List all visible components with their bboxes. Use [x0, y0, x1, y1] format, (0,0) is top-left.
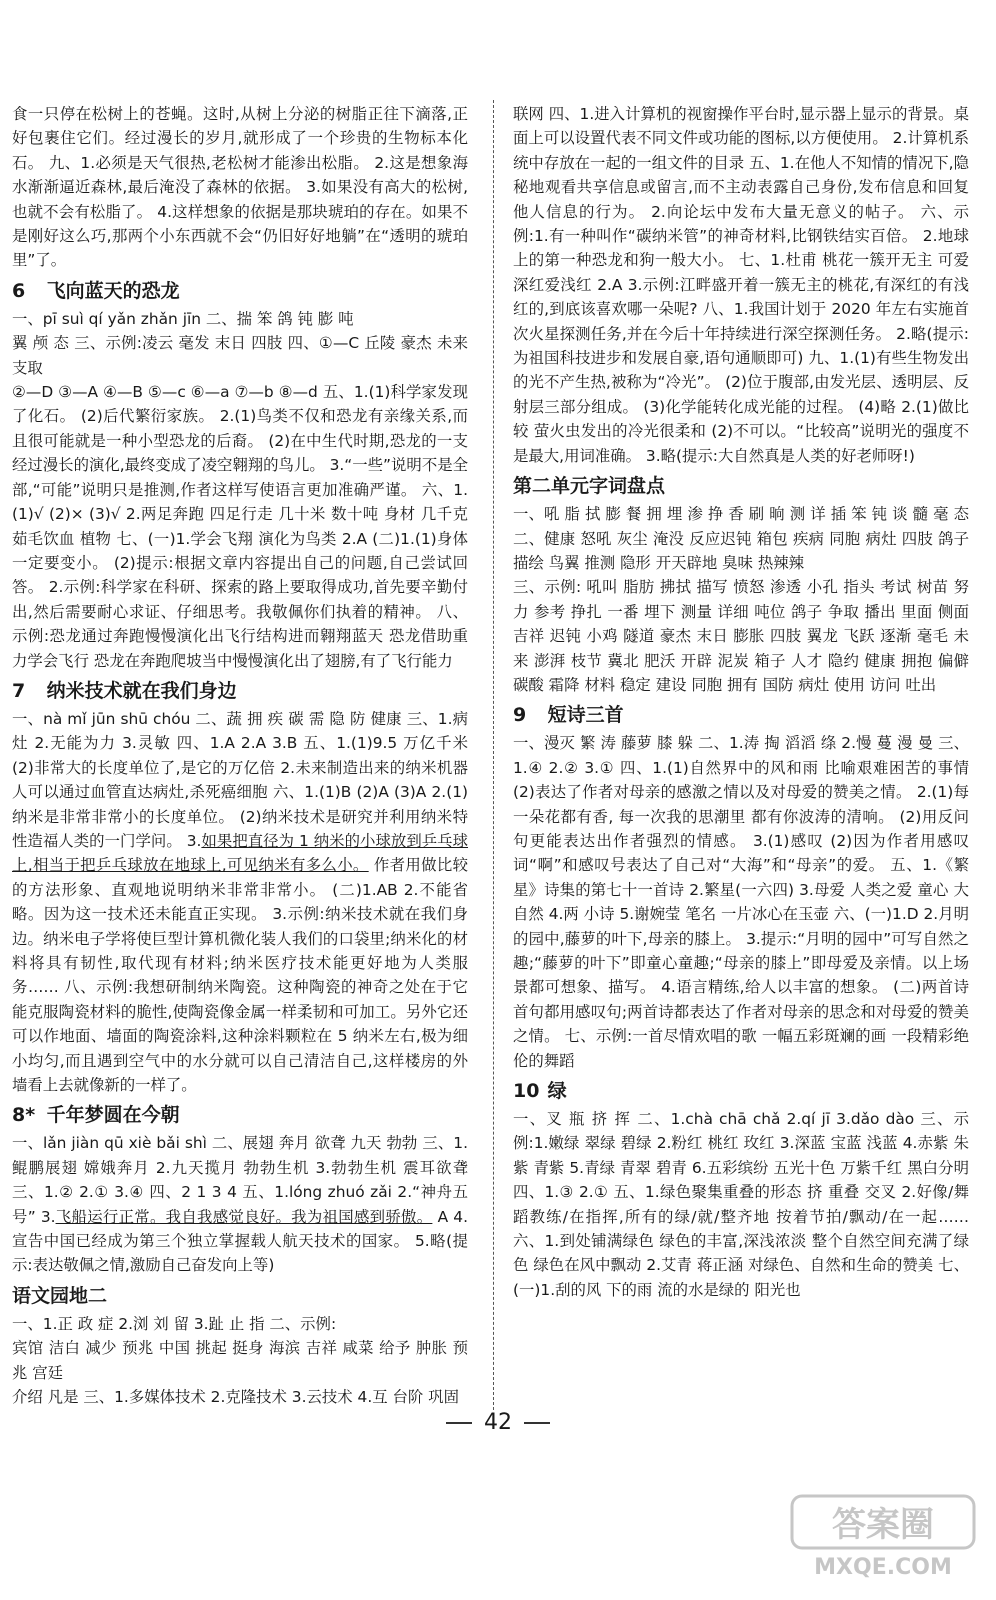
lesson-title: 绿 — [547, 1080, 567, 1103]
lesson-title: 纳米技术就在我们身边 — [46, 679, 237, 702]
lesson-heading — [513, 1076, 969, 1106]
lesson-number: 8* — [12, 1104, 36, 1127]
answer-paragraph: 三、示例: 吼叫 脂肪 拂拭 描写 愤怒 渗透 小孔 指头 考试 树苗 努力 参考 挣扎 一番 埋下 测量 详细 吨位 鸽子 争取 播出 里面 侧面 吉祥 迟钝 小鸡 隧道 豪杰 末日 膨胀 四肢 翼龙 飞跃 逐渐 毫毛 未来 澎湃 枝节 冀北 肥沃 开辟 泥炭 箱子 人才 隐约 健康 拥抱 偏僻 碳酸 霜降 材料 稳定 建设 同胞 拥有 国防 病灶 使用 访问 吐出 — [513, 578, 969, 694]
watermark-text: 答案圈 — [832, 1505, 934, 1545]
answer-line: 翼 颅 态 三、示例:凌云 毫发 末日 四肢 四、①—C 丘陵 豪杰 未来 支取 — [12, 334, 468, 377]
answer-line: 一、1.正 政 症 2.浏 刘 留 3.趾 止 指 二、示例: — [12, 1314, 337, 1333]
lesson-heading — [12, 676, 468, 706]
answer-paragraph — [12, 1131, 468, 1277]
lesson-title: 千年梦圆在今朝 — [46, 1104, 180, 1127]
left-column — [12, 102, 468, 1410]
column-divider — [493, 100, 494, 1410]
answer-line: 介绍 凡是 三、1.多媒体技术 2.克隆技术 3.云技术 4.互 台阶 巩固 — [12, 1388, 459, 1407]
section-heading — [513, 471, 969, 501]
section-title: 语文园地二 — [12, 1284, 108, 1307]
lesson-number: 9 — [513, 704, 527, 727]
answer-line: 一、pī suì qí yǎn zhǎn jīn 二、揣 笨 鸽 钝 膨 吨 — [12, 309, 354, 328]
lesson-number: 6 — [12, 279, 26, 302]
footer-dash — [446, 1422, 472, 1424]
answer-text: A 4.宣告中国已经成为第三个独立掌握载人航天技术的国家。 5.略(提示:表达敬佩之情,激励自己奋发向上等) — [12, 1207, 468, 1275]
lesson-heading — [12, 1100, 468, 1130]
underlined-answer: 飞船运行正常。我自我感觉良好。我为祖国感到骄傲。 — [55, 1207, 433, 1226]
lesson-heading — [12, 276, 468, 306]
lesson-title: 短诗三首 — [547, 704, 624, 727]
answer-paragraph: ②—D ③—A ④—B ⑤—c ⑥—a ⑦—b ⑧—d 五、1.(1)科学家发现了化石。 (2)后代繁衍家族。 2.(1)鸟类不仅和恐龙有亲缘关系,而且很可能就是一种小型恐龙的后裔。 (2)在中生代时期,恐龙的一支经过漫长的演化,最终变成了凌空翱翔的鸟儿。 3.“一些”说明不是全部,“可能”说明只是推测,作者这样写使语言更加准确严谨。 六、1.(1)√ (2)× (3)√ 2.两足奔跑 四足行走 几十米 数十吨 身材 几千克 茹毛饮血 植物 七、(一)1.学会飞翔 演化为鸟类 2.A (二)1.(1)身体一定要变小。 (2)提示:根据文章内容提出自己的问题,自己尝试回答。 2.示例:科学家在科研、探索的路上要取得成功,首先要辛勤付出,然后需要耐心求证、仔细思考。我敬佩你们执着的精神。 八、示例:恐龙通过奔跑慢慢演化出飞行结构进而翱翔蓝天 恐龙借助重力学会飞行 恐龙在奔跑爬坡当中慢慢演化出了翅膀,有了飞行能力 — [12, 383, 468, 670]
section-title: 第二单元字词盘点 — [513, 475, 666, 498]
answer-paragraph: 一、叉 瓶 挤 挥 二、1.chà chā chǎ 2.qí jī 3.dǎo dào 三、示例:1.嫩绿 翠绿 碧绿 2.粉红 桃红 玫红 3.深蓝 宝蓝 浅蓝 4.赤紫 朱紫 青紫 5.青绿 青翠 碧青 6.五彩缤纷 五光十色 万紫千红 黑白分明 四、1.③ 2.① 五、1.绿色聚集重叠的形态 挤 重叠 交叉 2.好像/舞蹈教练/在指挥,所有的绿/就/整齐地 按着节拍/飘动/在一起…… 六、1.到处铺满绿色 绿色的丰富,深浅浓淡 整个自然空间充满了绿色 绿色在风中飘动 2.艾青 蒋正涵 对绿色、自然和生命的赞美 七、(一)1.刮的风 下的雨 流的水是绿的 阳光也 — [513, 1110, 969, 1299]
answer-text: 一、nà mǐ jūn shū chóu 二、蔬 拥 疾 碳 需 隐 防 健康 三、1.病灶 2.无能为力 3.灵敏 四、1.A 2.A 3.B 五、1.(1)9.5 万亿千米 (2)非常大的长度单位了,是它的万亿倍 2.未来制造出来的纳米机器人可以通过血管直达病灶,杀死癌细胞 六、1.(1)B (2)A (3)A 2.(1)纳米是非常非常小的长度单位。 (2)纳米技术是研究并利用纳米特性造福人类的一门学问。 3. — [12, 709, 468, 850]
watermark-url: MXQE.COM — [814, 1555, 952, 1580]
page-footer — [0, 1408, 996, 1438]
answer-line: 宾馆 洁白 减少 预兆 中国 挑起 挺身 海滨 吉祥 咸菜 给予 肿胀 预兆 宫廷 — [12, 1339, 468, 1382]
answer-paragraph — [12, 707, 468, 1098]
underlined-answer: 如果把直径为 1 纳米的小球放到乒乓球上,相当于把乒乓球放在地球上,可见纳米有多么小。 — [12, 831, 469, 875]
answer-text: 作者用做比较的方法形象、直观地说明纳米非常非常小。 (二)1.AB 2.不能省略。因为这一技术还未能直正实现。 3.示例:纳米技术就在我们身边。纳米电子学将使巨型计算机微化装人我们的口袋里;纳米化的材料将具有韧性,取代现有材料;纳米医疗技术能更好地为人类服务…… 八、示例:我想研制纳米陶瓷。这种陶瓷的神奇之处在于它能克服陶瓷材料的脆性,使陶瓷像金属一样柔韧和可加工。另外它还可以作地面、墙面的陶瓷涂料,这种涂料颗粒在 5 纳米左右,极为细小均匀,而且遇到空气中的水分就可以自己清洁自己,这样楼房的外墙看上去就像新的一样了。 — [12, 856, 468, 1095]
answer-text: 一、lǎn jiàn qū xiè bǎi shì 二、展翅 奔月 欲聋 九天 勃勃 三、1.鲲鹏展翅 嫦娥奔月 2.九天揽月 勃勃生机 3.勃勃生机 震耳欲聋 三、1.② 2.① 3.④ 四、2 1 3 4 五、1.lóng zhuó zǎi 2.“神舟五号” 3. — [12, 1134, 468, 1226]
lesson-number: 7 — [12, 679, 26, 702]
answer-paragraph: 一、漫灭 繁 涛 藤萝 膝 躲 二、1.涛 掏 滔滔 绦 2.慢 蔓 漫 曼 三、1.④ 2.② 3.① 四、1.(1)自然界中的风和雨 比喻艰难困苦的事情 (2)表达了作者对母亲的感激之情以及对母爱的赞美之情。 2.(1)每一朵花都有香, 每一次我的思潮里 都有你波涛的清响。 (2)用反问句更能表达出作者强烈的情感。 3.(1)感叹 (2)因为作者用感叹词“啊”和感叹号表达了自己对“大海”和“母亲”的爱。 五、1.《繁星》诗集的第七十一首诗 2.繁星(一六四) 3.母爱 人类之爱 童心 大自然 4.两 小诗 5.谢婉莹 笔名 一片冰心在玉壶 六、(一)1.D 2.月明的园中,藤萝的叶下,母亲的膝上。 3.提示:“月明的园中”可写自然之趣;“藤萝的叶下”即童心童趣;“母亲的膝上”即母爱及亲情。以上场景都可想象、描写。 4.语言精练,给人以丰富的想象。 (二)两首诗首句都用感叹句;两首诗都表达了作者对母亲的思念和对母爱的赞美之情。 七、示例:一首尽情欢唱的歌 一幅五彩斑斓的画 一段精彩绝伦的舞蹈 — [513, 734, 969, 1070]
lesson-title: 飞向蓝天的恐龙 — [46, 279, 180, 302]
page-number: 42 — [484, 1410, 512, 1435]
footer-dash — [524, 1422, 550, 1424]
paragraph: 联网 四、1.进入计算机的视窗操作平台时,显示器上显示的背景。桌面上可以设置代表不同文件或功能的图标,以方便使用。 2.计算机系统中存放在一起的一组文件的目录 五、1.在他人不知情的情况下,隐秘地观看共享信息或留言,而不主动表露自己身份,发布信息和回复他人信息的行为。 2.向论坛中发布大量无意义的帖子。 六、示例:1.有一种叫作“碳纳米管”的神奇材料,比钢铁结实百倍。 2.地球上的第一种恐龙和狗一般大小。 七、1.杜甫 桃花一簇开无主 可爱深红爱浅红 2.A 3.示例:江畔盛开着一簇无主的桃花,有深红的有浅红的,到底该喜欢哪一朵呢? 八、1.我国计划于 2020 年左右实施首次火星探测任务,并在今后十年持续进行深空探测任务。 2.略(提示:为祖国科技进步和发展自豪,语句通顺即可) 九、1.(1)有些生物发出的光不产生热,被称为“冷光”。 (2)位于腹部,由发光层、透明层、反射层三部分组成。 (3)化学能转化成光能的过程。 (4)略 2.(1)做比较 萤火虫发出的冷光很柔和 (2)不可以。“比较高”说明光的强度不是最大,用词准确。 3.略(提示:大自然真是人类的好老师呀!) — [513, 105, 969, 465]
paragraph: 食一只停在松树上的苍蝇。这时,从树上分泌的树脂正往下滴落,正好包裹住它们。经过漫长的岁月,就形成了一个珍贵的生物标本化石。 九、1.必须是天气很热,老松树才能渗出松脂。 2.这是想象海水渐渐逼近森林,最后淹没了森林的依据。 3.如果没有高大的松树,也就不会有松脂了。 4.这样想象的依据是那块琥珀的存在。如果不是刚好这么巧,那两个小东西就不会“仍旧好好地躺”在“透明的琥珀里”了。 — [12, 105, 468, 270]
right-column — [513, 102, 969, 1302]
lesson-heading — [513, 700, 969, 730]
section-heading — [12, 1281, 468, 1311]
answer-paragraph: 一、吼 脂 拭 膨 餐 拥 埋 渗 挣 香 刷 晌 测 详 插 笨 钝 谈 髓 毫 态 二、健康 怒吼 灰尘 淹没 反应迟钝 箱包 疾病 同胞 病灶 四肢 鸽子 描绘 鸟翼 推测 隐形 开天辟地 臭味 热辣辣 — [513, 505, 969, 572]
watermark-logo — [788, 1492, 978, 1582]
lesson-number: 10 — [513, 1080, 540, 1103]
